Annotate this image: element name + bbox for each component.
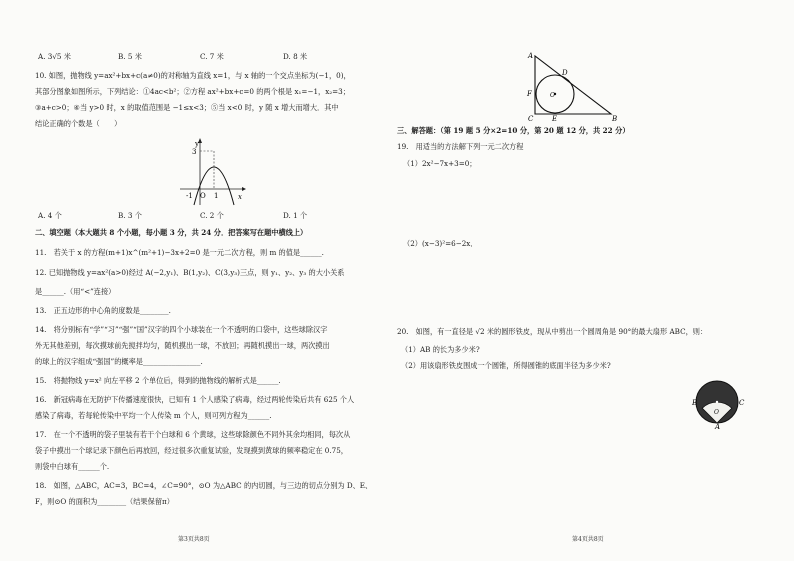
q10-line: 其部分图象如图所示，下列结论：①4ac<b²；②方程 ax²+bx+c=0 的两个根是 x₁=−1，x₂=3； [35,87,350,96]
sector-figure [689,374,745,430]
triangle-abc [535,56,611,114]
q9-option-b: B. 5 米 [118,52,142,61]
q20-part-2: （2）用该扇形铁皮围成一个圆锥，所得圆锥的底面半径为多少米? [401,361,611,370]
label-x: x [238,193,242,201]
triangle-incircle-figure [525,50,621,122]
section-2-heading: 二、填空题（本大题共 8 个小题，每小题 3 分，共 24 分．把答案写在题中横线上） [35,228,308,237]
q10-line: ③a+c>0；④当 y>0 时，x 的取值范围是 −1≤x<3；⑤当 x<0 时，y 随 x 增大而增大．其中 [35,103,339,112]
tri-label-e: E [552,115,558,122]
q10-parabola-figure [178,137,248,209]
x-axis-arrow [242,187,246,191]
label-three: 3 [192,148,197,156]
q9-option-a: A. 3√5 米 [38,52,71,61]
q12-line: 12. 已知抛物线 y=ax²(a>0)经过 A(−2,y₁)、B(1,y₂)、C(3,y₃)三点，则 y₁、y₂、y₃ 的大小关系 [35,268,345,277]
q16-line: 16. 新冠病毒在无防护下传播速度很快，已知有 1 个人感染了病毒，经过两轮传染后共有 625 个人 [35,395,355,404]
q10-option-d: D. 1 个 [283,211,308,220]
sector-label-b: B [692,399,698,407]
q9-option-d: D. 8 米 [283,52,308,61]
q10-option-a: A. 4 个 [38,211,62,220]
tri-label-d: D [562,69,568,77]
q9-option-c: C. 7 米 [200,52,224,61]
q17-line: 袋子中摸出一个球记录下颜色后再放回，经过很多次重复试验，发现摸到黄球的频率稳定在 0.75， [35,446,348,455]
q19-part-2: （2）(x−3)²=6−2x． [403,239,478,248]
q18-line: F，则⊙O 的面积为________（结果保留π） [35,497,174,506]
question-15: 15. 将抛物线 y=x² 向左平移 2 个单位后，得到的抛物线的解析式是______. [35,376,281,385]
question-11: 11. 若关于 x 的方程(m+1)x^(m²+1)−3x+2=0 是一元二次方程，则 m 的值是______. [35,248,324,257]
tri-label-f: F [527,90,532,98]
tri-label-b: B [612,115,618,122]
sector-label-o: O [714,409,719,416]
q20-part-1: （1）AB 的长为多少米? [401,345,480,354]
section-3-heading: 三、解答题：（第 19 题 5 分×2=10 分，第 20 题 12 分，共 22 分） [397,126,630,135]
q18-line: 18. 如图，△ABC，AC=3，BC=4，∠C=90°，⊙O 为△ABC 的内切圆，与三边的切点分别为 D、E、 [35,481,373,490]
tri-label-o: O [550,92,555,99]
q14-line: 14. 将分别标有“学”“习”“强”“国”汉字的四个小球装在一个不透明的口袋中，这些球除汉字 [35,325,328,334]
right-page [397,0,794,561]
label-one: 1 [214,192,219,200]
label-neg1: -1 [186,192,193,200]
q14-line: 的球上的汉字组成“强国”的概率是________________. [35,357,203,366]
tri-label-a: A [528,52,534,60]
q14-line: 外无其他差别，每次摸球前先搅拌均匀，随机摸出一球，不放回；再随机摸出一球，两次摸出 [35,341,330,350]
sector-center [716,401,718,403]
label-origin: O [200,192,206,200]
page-footer: 第3页共8页 [178,536,210,543]
question-13: 13. 正五边形的中心角的度数是________. [35,306,171,315]
page-footer: 第4页共8页 [572,536,604,543]
q12-line: 是______.（用“<”连接） [35,287,116,296]
sector-label-a: A [715,423,721,430]
q10-line: 结论正确的个数是（ ） [35,119,122,128]
q10-option-b: B. 3 个 [118,211,142,220]
q17-line: 则袋中白球有______个. [35,462,110,471]
sector-label-c: C [739,399,745,407]
q10-line: 10. 如图，抛物线 y=ax²+bx+c(a≠0)的对称轴为直线 x=1，与 x 轴的一个交点坐标为(−1，0)， [35,71,351,80]
question-19: 19. 用适当的方法解下列一元二次方程 [397,142,524,151]
question-20: 20. 如图，有一直径是 √2 米的圆形铁皮，现从中剪出一个圆周角是 90°的最大扇形 ABC，则： [397,327,708,336]
label-y: y [195,140,199,148]
tri-label-c: C [528,115,534,122]
q16-line: 感染了病毒，若每轮传染中平均一个人传染 m 个人，则可列方程为______. [35,411,272,420]
q17-line: 17. 在一个不透明的袋子里装有若干个白球和 6 个黄球，这些球除颜色不同外其余均相同，每次从 [35,430,351,439]
q10-option-c: C. 2 个 [200,211,224,220]
q19-part-1: （1）2x²−7x+3=0； [403,159,477,168]
